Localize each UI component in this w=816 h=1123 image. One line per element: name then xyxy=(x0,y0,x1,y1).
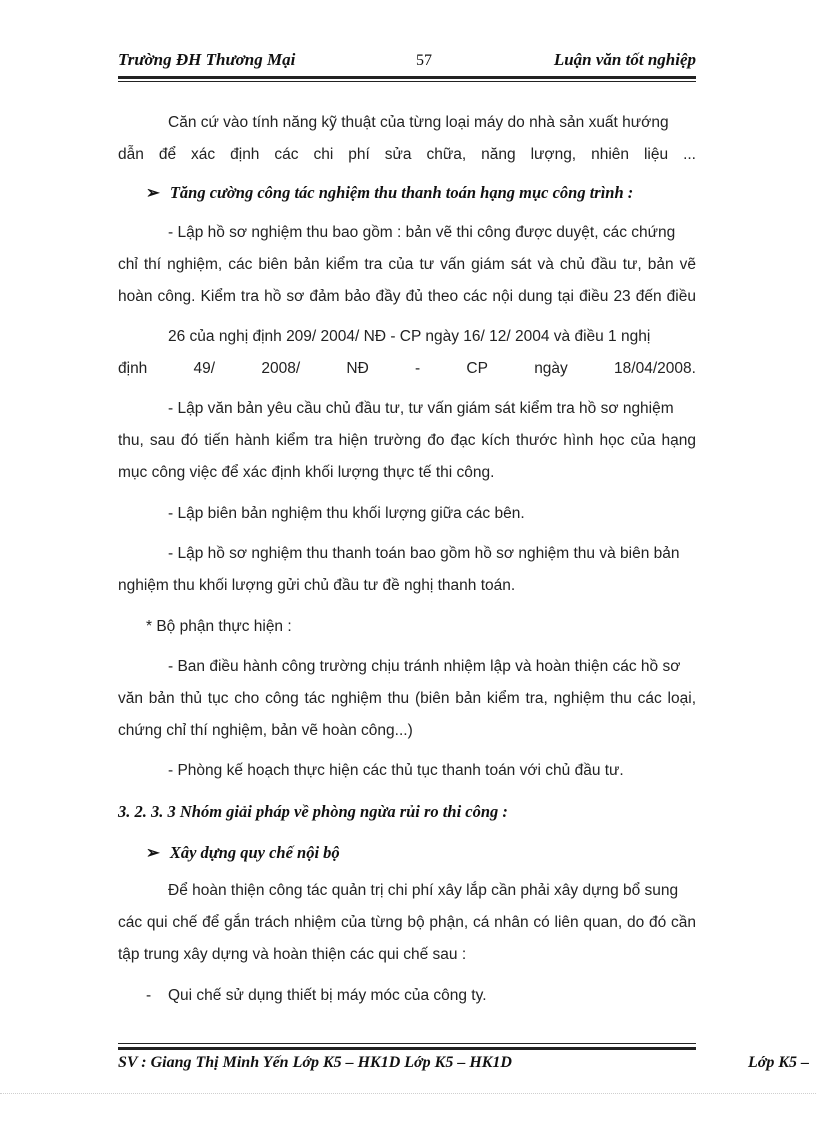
list-item-text: Qui chế sử dụng thiết bị máy móc của công ty. xyxy=(168,987,487,1004)
list-item-dash: - xyxy=(146,987,152,1004)
para-7-line-3: chứng chỉ thí nghiệm, bản vẽ hoàn công...) xyxy=(118,722,413,739)
page-edge-divider xyxy=(0,1093,816,1094)
arrow-bullet-icon: ➢ xyxy=(146,183,160,202)
footer-student: SV : Giang Thị Minh Yến Lớp K5 – HK1D Lớp K5 – HK1D xyxy=(118,1054,512,1071)
footer-rule-thin xyxy=(118,1043,696,1044)
para-2-line-1: - Lập hồ sơ nghiệm thu bao gồm : bản vẽ thi công được duyệt, các chứng xyxy=(168,224,676,241)
heading-section-3-2-3-3: 3. 2. 3. 3 Nhóm giải pháp về phòng ngừa rủi ro thi công : xyxy=(118,802,508,821)
page-number: 57 xyxy=(416,52,432,69)
para-1-line-1: Căn cứ vào tính năng kỹ thuật của từng loại máy do nhà sản xuất hướng xyxy=(168,114,669,131)
para-5-line-2: nghiệm thu khối lượng gửi chủ đầu tư đề nghị thanh toán. xyxy=(118,577,516,594)
heading-text: Xây dựng quy chế nội bộ xyxy=(169,843,340,862)
para-2-line-2: chỉ thí nghiệm, các biên bản kiểm tra của tư vấn giám sát và chủ đầu tư, bản vẽ xyxy=(118,256,696,273)
para-9-line-2: các qui chế để gắn trách nhiệm của từng bộ phận, cá nhân có liên quan, do đó cần xyxy=(118,914,696,931)
heading-acceptance-payment xyxy=(146,183,633,203)
para-4-line-1: - Lập biên bản nghiệm thu khối lượng giữa các bên. xyxy=(168,505,525,522)
footer-class: Lớp K5 – xyxy=(748,1054,810,1071)
header-school: Trường ĐH Thương Mại xyxy=(118,50,296,69)
para-3-line-1: - Lập văn bản yêu cầu chủ đầu tư, tư vấn giám sát kiểm tra hồ sơ nghiệm xyxy=(168,400,674,417)
para-1-line-2: dẫn để xác định các chi phí sửa chữa, năng lượng, nhiên liệu ... xyxy=(118,146,696,163)
arrow-bullet-icon: ➢ xyxy=(146,843,160,862)
para-8-line-1: - Phòng kế hoạch thực hiện các thủ tục thanh toán với chủ đầu tư. xyxy=(168,762,624,779)
header-rule-thick xyxy=(118,76,696,79)
para-7-line-2: văn bản thủ tục cho công tác nghiệm thu (biên bản kiểm tra, nghiệm thu các loại, xyxy=(118,690,696,707)
header-rule-thin xyxy=(118,81,696,82)
para-6-line-1: * Bộ phận thực hiện : xyxy=(146,618,292,635)
footer-rule-thick xyxy=(118,1047,696,1050)
heading-internal-regulations xyxy=(146,843,340,863)
para-9-line-1: Để hoàn thiện công tác quản trị chi phí xây lắp cần phải xây dựng bổ sung xyxy=(168,882,679,899)
para-9-line-3: tập trung xây dựng và hoàn thiện các qui chế sau : xyxy=(118,946,467,963)
para-2-line-5: định 49/ 2008/ NĐ - CP ngày 18/04/2008. xyxy=(118,360,696,377)
para-2-line-3: hoàn công. Kiểm tra hồ sơ đảm bảo đầy đủ theo các nội dung tại điều 23 đến điều xyxy=(118,288,696,305)
header-title: Luận văn tốt nghiệp xyxy=(553,50,696,69)
para-3-line-3: mục công việc để xác định khối lượng thực tế thi công. xyxy=(118,464,495,481)
para-2-line-4: 26 của nghị định 209/ 2004/ NĐ - CP ngày 16/ 12/ 2004 và điều 1 nghị xyxy=(168,328,651,345)
para-3-line-2: thu, sau đó tiến hành kiểm tra hiện trường đo đạc kích thước hình học của hạng xyxy=(118,432,696,449)
para-5-line-1: - Lập hồ sơ nghiệm thu thanh toán bao gồm hồ sơ nghiệm thu và biên bản xyxy=(168,545,680,562)
heading-text: Tăng cường công tác nghiệm thu thanh toán hạng mục công trình : xyxy=(169,183,634,202)
para-7-line-1: - Ban điều hành công trường chịu tránh nhiệm lập và hoàn thiện các hồ sơ xyxy=(168,658,681,675)
